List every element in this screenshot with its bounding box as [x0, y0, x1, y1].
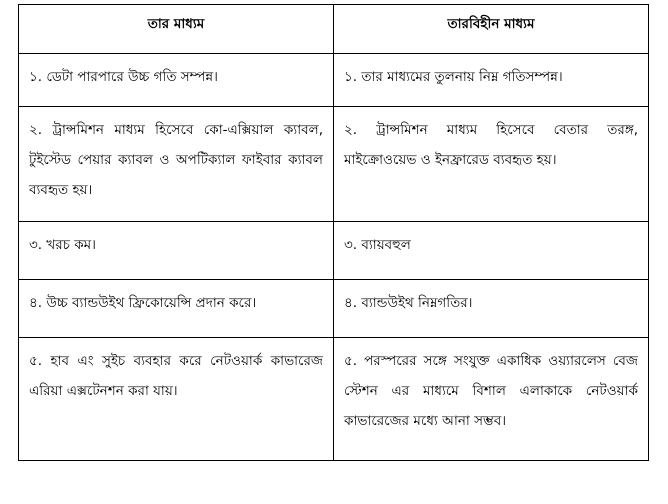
wired-cell: ২. ট্রান্সমিশন মাধ্যম হিসেবে কো-এক্সিয়াল ক্যাবল, টুইস্টেড পেয়ার ক্যাবল ও অপটিক্যাল ফাইবার ক্যাবল ব্যবহৃত হয়।: [19, 107, 334, 222]
table-row: [19, 54, 649, 107]
wireless-cell: ২. ট্রান্সমিশন মাধ্যম হিসেবে বেতার তরঙ্গ, মাইক্রোওয়েভ ও ইনফ্রারেড ব্যবহৃত হয়।: [334, 107, 649, 222]
table-row: [19, 222, 649, 280]
wireless-cell: ৪. ব্যান্ডউইথ নিম্নগতির।: [334, 280, 649, 338]
wired-cell: ১. ডেটা পারপারে উচ্চ গতি সম্পন্ন।: [19, 54, 334, 107]
table-header-row: [19, 5, 649, 54]
table-row: [19, 107, 649, 222]
header-wired-medium: তার মাধ্যম: [19, 5, 334, 54]
header-wireless-medium: তারবিহীন মাধ্যম: [334, 5, 649, 54]
wired-cell: ৩. খরচ কম।: [19, 222, 334, 280]
comparison-table: [18, 4, 649, 461]
wireless-cell: ১. তার মাধ্যমের তুলনায় নিম্ন গতিসম্পন্ন।: [334, 54, 649, 107]
table-row: [19, 338, 649, 461]
wireless-cell: ৫. পরস্পরের সঙ্গে সংযুক্ত একাধিক ওয়্যারলেস বেজ স্টেশন এর মাধ্যমে বিশাল এলাকাকে নেটওয়ার্ক কাভারেজের মধ্যে আনা সম্ভব।: [334, 338, 649, 461]
wired-cell: ৫. হাব এং সুইচ ব্যবহার করে নেটওয়ার্ক কাভারেজ এরিয়া এক্সটেনশন করা যায়।: [19, 338, 334, 461]
wired-cell: ৪. উচ্চ ব্যান্ডউইথ ফ্রিকোয়েন্সি প্রদান করে।: [19, 280, 334, 338]
wireless-cell: ৩. ব্যায়বহুল: [334, 222, 649, 280]
table-row: [19, 280, 649, 338]
